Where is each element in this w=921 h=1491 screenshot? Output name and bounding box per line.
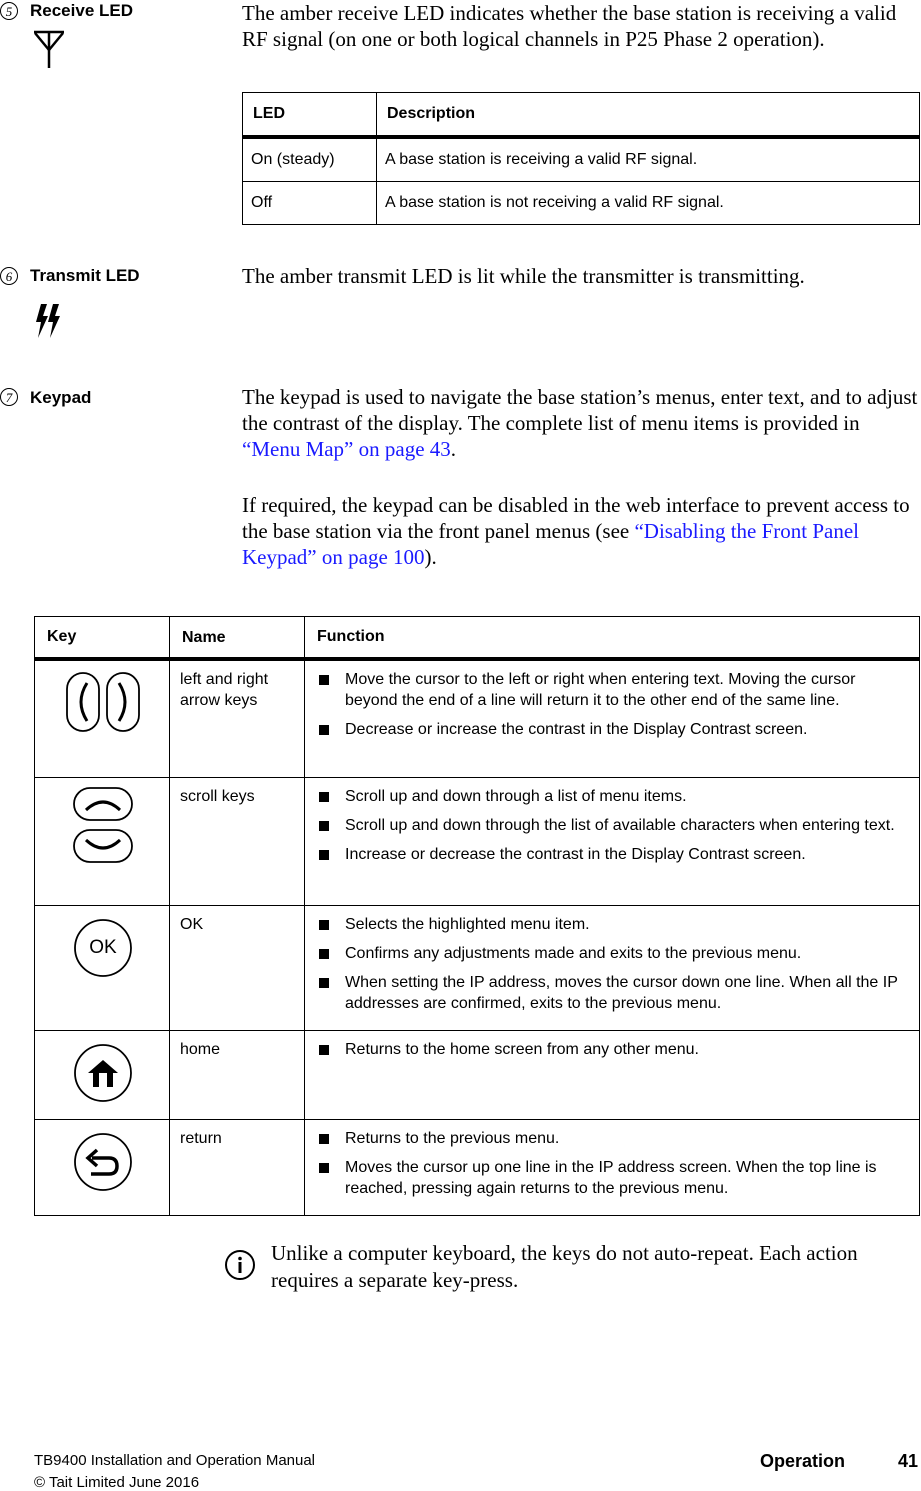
left-right-arrow-keys-icon xyxy=(65,669,141,735)
transmit-led-description: The amber transmit LED is lit while the transmitter is transmitting. xyxy=(242,264,805,288)
key-icon-cell xyxy=(35,1119,170,1215)
led-description: A base station is receiving a valid RF signal. xyxy=(377,137,920,182)
receive-led-description: The amber receive LED indicates whether the base station is receiving a valid RF signal (on one or both logical channels in P25 Phase 2 operation). xyxy=(242,1,897,51)
table-row xyxy=(35,1119,920,1215)
keypad-text: ). xyxy=(424,545,437,569)
callout-number-5: 5 xyxy=(0,2,18,20)
keypad-paragraph-1 xyxy=(242,384,918,462)
ok-key-label: OK xyxy=(89,936,117,958)
key-table xyxy=(34,616,920,1216)
description-column-header: Description xyxy=(377,93,920,138)
key-function-cell xyxy=(305,777,920,905)
key-name: scroll keys xyxy=(170,777,305,905)
led-state: Off xyxy=(243,182,377,225)
ok-key-icon xyxy=(73,918,133,978)
function-item: Scroll up and down through the list of available characters when entering text. xyxy=(315,815,911,836)
menu-map-link[interactable]: “Menu Map” on page 43 xyxy=(242,437,451,461)
keypad-text: If required, the keypad can be disabled in the web interface to prevent access to the base station via the front panel menus (see xyxy=(242,493,910,543)
key-function-cell xyxy=(305,659,920,777)
footer-chapter: Operation xyxy=(760,1451,846,1471)
key-icon-cell xyxy=(35,905,170,1030)
led-description: A base station is not receiving a valid RF signal. xyxy=(377,182,920,225)
callout-number-7: 7 xyxy=(0,388,18,406)
led-column-header: LED xyxy=(243,93,377,138)
key-name: OK xyxy=(170,905,305,1030)
key-name: return xyxy=(170,1119,305,1215)
key-function-cell xyxy=(305,1119,920,1215)
footer-copyright: © Tait Limited June 2016 xyxy=(34,1474,200,1491)
antenna-icon xyxy=(32,28,66,70)
function-item: Returns to the home screen from any other menu. xyxy=(315,1039,911,1060)
table-row xyxy=(243,182,920,225)
scroll-keys-icon xyxy=(70,786,136,866)
key-function-cell xyxy=(305,905,920,1030)
function-item: Scroll up and down through a list of menu items. xyxy=(315,786,911,807)
key-icon-cell xyxy=(35,659,170,777)
disabling-keypad-link[interactable]: “Disabling the Front Panel Keypad” on page 100 xyxy=(242,519,860,569)
footer-manual-title: TB9400 Installation and Operation Manual xyxy=(34,1452,316,1469)
function-column-header: Function xyxy=(305,617,920,660)
info-icon xyxy=(224,1249,256,1281)
led-state: On (steady) xyxy=(243,137,377,182)
callout-number-6: 6 xyxy=(0,267,18,285)
table-row xyxy=(243,137,920,182)
function-item: Returns to the previous menu. xyxy=(315,1128,911,1149)
table-row xyxy=(35,1030,920,1119)
function-item: Move the cursor to the left or right when entering text. Moving the cursor beyond the end of a line will return it to the other end of the same line. xyxy=(315,669,911,711)
keypad-text: . xyxy=(450,437,457,461)
transmit-lightning-icon xyxy=(34,302,64,340)
section-title-receive-led: Receive LED xyxy=(30,1,133,20)
key-icon-cell xyxy=(35,1030,170,1119)
section-title-transmit-led: Transmit LED xyxy=(30,266,140,285)
function-item: When setting the IP address, moves the cursor down one line. When all the IP addresses are confirmed, exits to the previous menu. xyxy=(315,972,911,1014)
led-table xyxy=(242,92,920,225)
function-item: Decrease or increase the contrast in the Display Contrast screen. xyxy=(315,719,911,740)
table-row xyxy=(35,659,920,777)
function-item: Selects the highlighted menu item. xyxy=(315,914,911,935)
key-column-header: Key xyxy=(35,617,170,660)
function-item: Moves the cursor up one line in the IP address screen. When the top line is reached, pressing again returns to the previous menu. xyxy=(315,1157,911,1199)
keypad-paragraph-2 xyxy=(242,492,918,570)
name-column-header: Name xyxy=(170,617,305,660)
keypad-text: The keypad is used to navigate the base station’s menus, enter text, and to adjust the contrast of the display. The complete list of menu items is provided in xyxy=(242,385,918,435)
section-title-keypad: Keypad xyxy=(30,388,92,407)
key-name: left and right arrow keys xyxy=(170,659,305,777)
table-row xyxy=(35,777,920,905)
table-row xyxy=(35,905,920,1030)
note-text: Unlike a computer keyboard, the keys do not auto-repeat. Each action requires a separate key-press. xyxy=(271,1241,858,1292)
function-item: Confirms any adjustments made and exits to the previous menu. xyxy=(315,943,911,964)
return-key-icon xyxy=(73,1132,133,1192)
key-function-cell xyxy=(305,1030,920,1119)
home-key-icon xyxy=(73,1043,133,1103)
footer-page-number: 41 xyxy=(898,1451,919,1471)
function-item: Increase or decrease the contrast in the Display Contrast screen. xyxy=(315,844,911,865)
key-icon-cell xyxy=(35,777,170,905)
key-name: home xyxy=(170,1030,305,1119)
